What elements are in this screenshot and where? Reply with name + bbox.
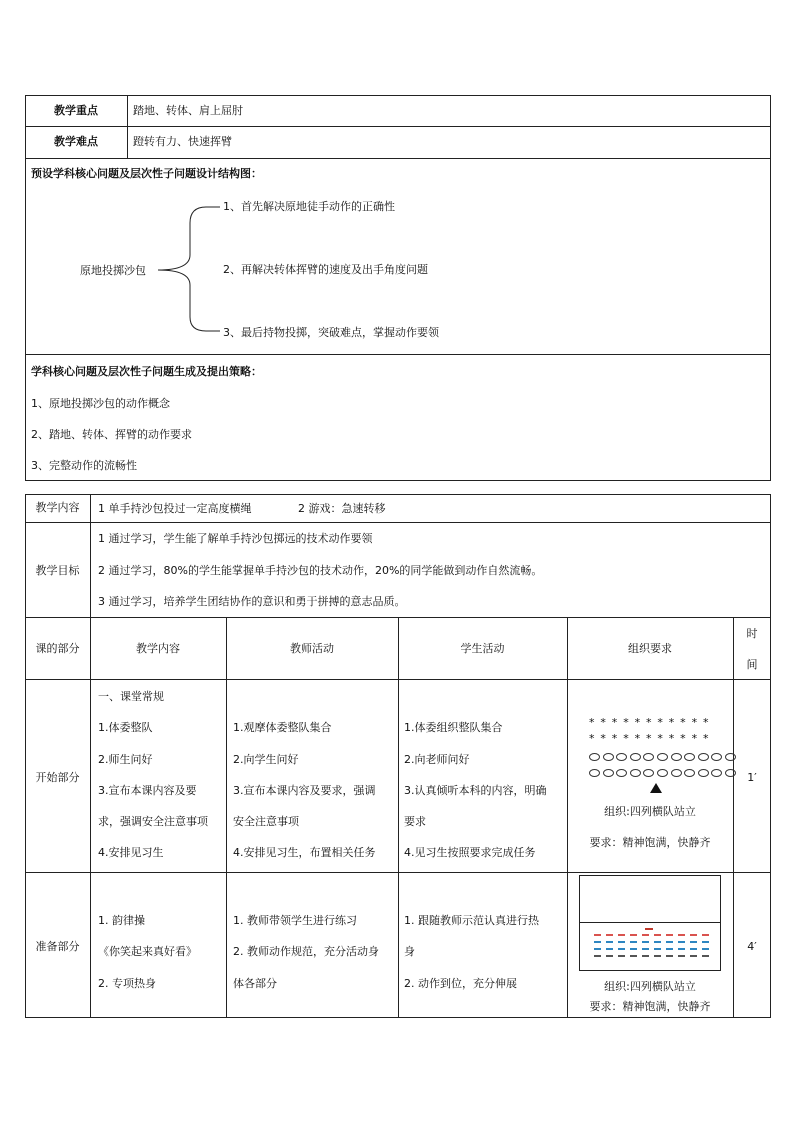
field-student-mark: [666, 941, 673, 943]
field-student-mark: [630, 934, 637, 936]
field-student-mark: [690, 941, 697, 943]
header-teacher: 教师活动: [290, 642, 334, 655]
structure-heading: 预设学科核心问题及层次性子问题设计结构图：: [31, 167, 262, 180]
field-teacher-mark: [645, 928, 653, 930]
field-student-mark: [594, 934, 601, 936]
structure-item: 3、最后持物投掷，突破难点，掌握动作要领: [223, 326, 439, 339]
start-org-text: 组织:四列横队站立: [604, 805, 696, 818]
field-student-mark: [618, 934, 625, 936]
difficulty-value: 蹬转有力、快速挥臂: [133, 135, 232, 148]
start-teacher-line: 1.观摩体委整队集合: [233, 721, 332, 734]
formation-star-row: * * * * * * * * * * *: [589, 716, 710, 729]
structure-item: 1、首先解决原地徒手动作的正确性: [223, 200, 395, 213]
structure-root: 原地投掷沙包: [80, 264, 146, 277]
field-student-mark: [678, 948, 685, 950]
lesson-table-col-divider: [733, 617, 734, 1018]
field-student-mark: [702, 948, 709, 950]
structure-item: 2、再解决转体挥臂的速度及出手角度问题: [223, 263, 428, 276]
prep-teacher-line: 1. 教师带领学生进行练习: [233, 914, 357, 927]
goal-label: 教学目标: [35, 564, 80, 577]
field-student-mark: [666, 934, 673, 936]
field-student-mark: [654, 955, 661, 957]
key-point-value: 踏地、转体、肩上屈肘: [133, 104, 243, 117]
field-student-mark: [642, 934, 649, 936]
field-student-mark: [642, 955, 649, 957]
field-student-mark: [594, 948, 601, 950]
field-student-mark: [630, 948, 637, 950]
start-org-requirement: 要求：精神饱满，快静齐: [589, 836, 711, 849]
field-student-mark: [666, 948, 673, 950]
field-student-mark: [618, 941, 625, 943]
field-student-mark: [666, 955, 673, 957]
top-table: [25, 95, 771, 481]
start-content-line: 求，强调安全注意事项: [98, 815, 208, 828]
start-student-line: 2.向老师问好: [404, 753, 470, 766]
start-student-line: 4.见习生按照要求完成任务: [404, 846, 536, 859]
prep-student-line: 2. 动作到位，充分伸展: [404, 977, 517, 990]
prep-teacher-line: 2. 教师动作规范，充分活动身: [233, 945, 379, 958]
field-student-mark: [654, 941, 661, 943]
field-student-mark: [678, 955, 685, 957]
strategy-heading: 学科核心问题及层次性子问题生成及提出策略：: [31, 365, 262, 378]
goal-item: 2 通过学习，80%的学生能掌握单手持沙包的技术动作，20%的同学能做到动作自然流畅。: [98, 564, 543, 577]
formation-circle-row: [589, 767, 739, 780]
goal-item: 3 通过学习，培养学生团结协作的意识和勇于拼搏的意志品质。: [98, 595, 406, 608]
field-student-mark: [690, 948, 697, 950]
field-student-mark: [678, 941, 685, 943]
field-student-mark: [606, 934, 613, 936]
field-student-mark: [702, 934, 709, 936]
field-student-mark: [618, 948, 625, 950]
lesson-table-row-divider: [25, 522, 771, 523]
start-teacher-line: 4.安排见习生，布置相关任务: [233, 846, 376, 859]
start-student-line: 1.体委组织整队集合: [404, 721, 503, 734]
field-student-mark: [606, 955, 613, 957]
start-content-line: 一、课堂常规: [98, 690, 164, 703]
structure-brace: [150, 203, 230, 343]
header-org: 组织要求: [628, 642, 672, 655]
strategy-item: 3、完整动作的流畅性: [31, 459, 137, 472]
prep-content-line: 《你笑起来真好看》: [98, 945, 197, 958]
prep-org-requirement: 要求：精神饱满，快静齐: [589, 1000, 711, 1013]
prep-content-line: 2. 专项热身: [98, 977, 156, 990]
start-part-label: 开始部分: [35, 771, 80, 784]
prep-teacher-line: 体各部分: [233, 977, 277, 990]
top-table-row-divider: [25, 354, 771, 355]
start-teacher-line: 2.向学生问好: [233, 753, 299, 766]
prep-time: 4′: [747, 940, 757, 953]
lesson-table-col-divider: [90, 494, 91, 1018]
start-content-line: 1.体委整队: [98, 721, 153, 734]
field-student-mark: [594, 955, 601, 957]
prep-org-text: 组织:四列横队站立: [604, 980, 696, 993]
field-student-mark: [654, 948, 661, 950]
start-content-line: 4.安排见习生: [98, 846, 164, 859]
header-student: 学生活动: [460, 642, 505, 655]
start-content-line: 3.宣布本课内容及要: [98, 784, 197, 797]
field-student-mark: [618, 955, 625, 957]
start-time: 1′: [747, 771, 757, 784]
start-teacher-line: 3.宣布本课内容及要求，强调: [233, 784, 376, 797]
key-point-label: 教学重点: [54, 104, 98, 117]
field-diagram: [579, 875, 721, 971]
strategy-item: 2、踏地、转体、挥臂的动作要求: [31, 428, 192, 441]
field-student-mark: [702, 941, 709, 943]
content-value-1: 1 单手持沙包投过一定高度横绳: [98, 502, 252, 515]
field-student-mark: [606, 941, 613, 943]
start-student-line: 要求: [404, 815, 426, 828]
prep-content-line: 1. 韵律操: [98, 914, 145, 927]
prep-student-line: 1. 跟随教师示范认真进行热: [404, 914, 539, 927]
formation-circle-row: [589, 751, 739, 764]
lesson-table-col-divider: [398, 617, 399, 1018]
strategy-item: 1、原地投掷沙包的动作概念: [31, 397, 170, 410]
formation-star-row: * * * * * * * * * * *: [589, 732, 710, 745]
field-student-mark: [606, 948, 613, 950]
top-table-row-divider: [25, 126, 771, 127]
field-student-mark: [642, 948, 649, 950]
teacher-position-icon: [650, 783, 662, 793]
field-student-mark: [642, 941, 649, 943]
field-student-mark: [690, 934, 697, 936]
lesson-table-col-divider: [226, 617, 227, 1018]
content-value-2: 2 游戏：急速转移: [298, 502, 386, 515]
field-line: [580, 922, 720, 923]
prep-part-label: 准备部分: [35, 940, 80, 953]
field-student-mark: [702, 955, 709, 957]
start-content-line: 2.师生问好: [98, 753, 153, 766]
difficulty-label: 教学难点: [54, 135, 98, 148]
field-student-mark: [654, 934, 661, 936]
prep-student-line: 身: [404, 945, 415, 958]
start-student-line: 3.认真倾听本科的内容，明确: [404, 784, 547, 797]
header-time: 间: [746, 658, 758, 671]
field-student-mark: [630, 941, 637, 943]
header-time: 时: [746, 627, 758, 640]
field-student-mark: [594, 941, 601, 943]
goal-item: 1 通过学习，学生能了解单手持沙包掷远的技术动作要领: [98, 532, 373, 545]
field-student-mark: [630, 955, 637, 957]
top-table-row-divider: [25, 158, 771, 159]
field-student-mark: [690, 955, 697, 957]
header-content: 教学内容: [136, 642, 180, 655]
field-formation: [580, 928, 720, 968]
header-part: 课的部分: [35, 642, 80, 655]
content-label: 教学内容: [35, 501, 80, 514]
start-teacher-line: 安全注意事项: [233, 815, 299, 828]
field-student-mark: [678, 934, 685, 936]
